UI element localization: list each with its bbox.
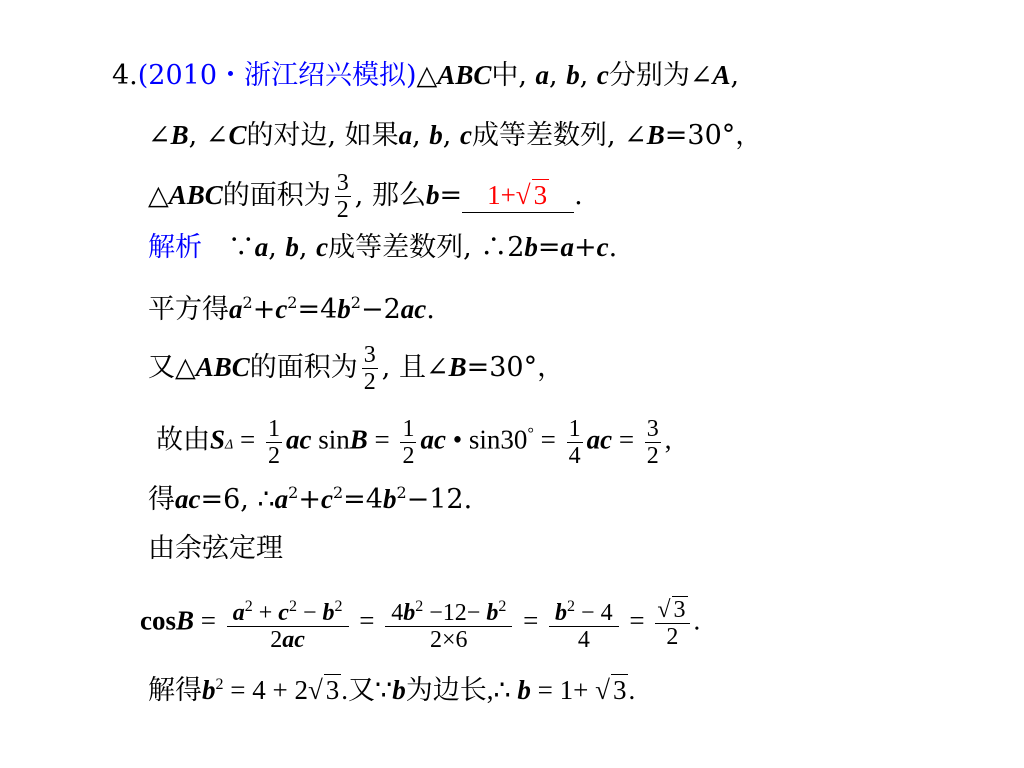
problem-line-1 <box>112 58 739 93</box>
solution-label: 解析 <box>148 232 202 263</box>
solution-line-2: 平方得$a^2+c^2=4b^2-2ac$. <box>148 293 435 325</box>
answer-blank <box>462 178 574 213</box>
solution-line-4: 故由SΔ = $\frac{1}{2}$ ac sinB = $\frac{1}{2}$ ac • sin30° = $\frac{1}{4}$ ac = $\frac{3}{2}$ , <box>156 416 672 469</box>
solution-line-6: 由余弦定理 <box>148 533 283 564</box>
problem-line-2: ∠B, ∠C的对边, 如果a, b, c成等差数列, ∠B=30°， <box>148 120 763 151</box>
solution-line-5: 得ac=6, $\therefore a^2+c^2=4b^2-12$. <box>148 483 473 515</box>
area-fraction-2: $\frac{3}{2}$ <box>363 342 376 395</box>
problem-number: 4. <box>112 60 138 91</box>
solution-line-3: 又△ABC的面积为 $\frac{3}{2}$ , 且∠B=30°， <box>148 342 565 395</box>
answer-value: 1+√ 3 <box>487 180 548 210</box>
solution-line-7: cosB = $\frac{a^2 + c^2 - b^2}{2ac}$ = $\frac{4b^2 -12- b^2}{2\times 6}$ = $\frac{b^2 - 4}{4}$ = $\frac{√ 3}{2}$ . <box>140 597 701 653</box>
solution-line-8: 解得$b^2 = 4 + 2√$ 3.又∵b为边长,∴ b = 1+ √ 3. <box>148 675 636 706</box>
problem-source: (2010・浙江绍兴模拟) <box>137 60 417 91</box>
solution-line-1: 解析 ∵a, b, c成等差数列, ∴2b=a+c. <box>148 232 618 263</box>
problem-line1-text: △ABC中, a, b, c分别为∠A, <box>416 60 740 91</box>
problem-line-3: △ABC的面积为 $\frac{3}{2}$ , 那么b= 1+√ 3 . <box>148 170 583 223</box>
area-fraction: $\frac{3}{2}$ <box>336 170 349 223</box>
